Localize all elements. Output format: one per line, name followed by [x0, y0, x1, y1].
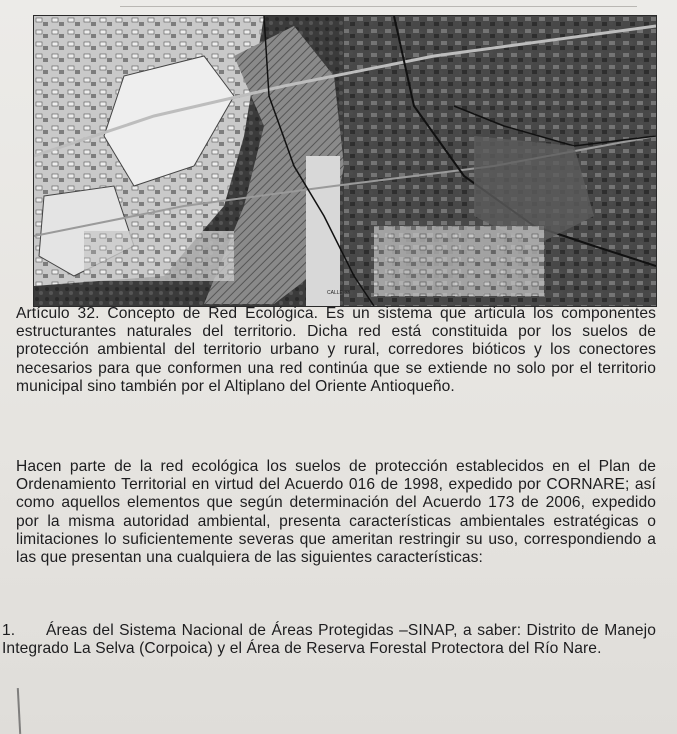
list-item-text: Áreas del Sistema Nacional de Áreas Protegidas –SINAP, a saber: Distrito de Manejo Integrado La Selva (Corpoica) y el Área de Reserva Forestal Protectora del Río Nare. — [2, 622, 656, 658]
svg-text:CALLE 33: CALLE 33 — [327, 290, 350, 296]
article-32-text: Artículo 32. Concepto de Red Ecológica. Es un sistema que articula los componentes estructurantes naturales del territorio. Dicha red está constituida por los suelos de protección ambiental del territorio urbano y rural, corredores bióticos y los conectores necesarios para que conformen una red continúa que se extiende no solo por el territorio municipal sino también por el Altiplano del Oriente Antioqueño. — [16, 305, 656, 395]
ecological-network-paragraph — [16, 458, 656, 567]
top-rule — [120, 6, 637, 7]
article-paragraph — [16, 305, 656, 396]
map-image-icon — [34, 16, 656, 306]
ecological-network-text: Hacen parte de la red ecológica los suelos de protección establecidos en el Plan de Ordenamiento Territorial en virtud del Acuerdo 016 de 1998, expedido por CORNARE; así como aquellos elementos que según determinación del Acuerdo 173 de 2006, expedido por la misma autoridad ambiental, presenta características ambientales estratégicas o limitaciones lo suficientemente severas que ameritan restringir su uso, correspondiendo a las que presentan una cualquiera de las siguientes características: — [16, 458, 656, 567]
pen-mark — [17, 688, 21, 734]
list-item — [2, 622, 656, 658]
map-figure — [34, 16, 656, 306]
list-item-number: 1. — [2, 622, 16, 639]
